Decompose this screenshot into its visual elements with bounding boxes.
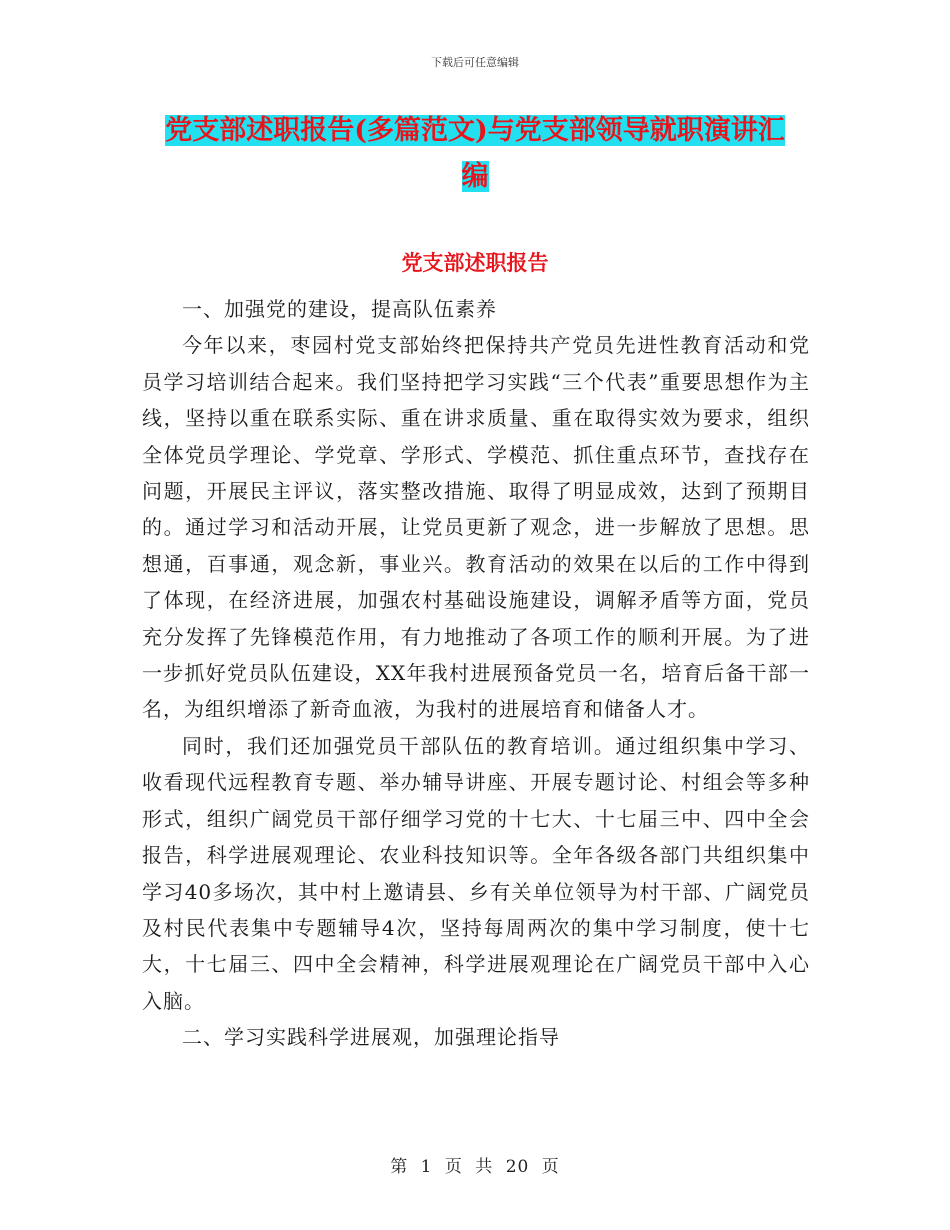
document-title <box>140 108 810 200</box>
paragraph: 今年以来，枣园村党支部始终把保持共产党员先进性教育活动和党员学习培训结合起来。我们坚持把学习实践“三个代表”重要思想作为主线，坚持以重在联系实际、重在讲求质量、重在取得实效为要求，组织全体党员学理论、学党章、学形式、学模范、抓住重点环节，查找存在问题，开展民主评议，落实整改措施、取得了明显成效，达到了预期目的。通过学习和活动开展，让党员更新了观念，进一步解放了思想。思想通，百事通，观念新，事业兴。教育活动的效果在以后的工作中得到了体现，在经济进展，加强农村基础设施建设，调解矛盾等方面，党员充分发挥了先锋模范作用，有力地推动了各项工作的顺利开展。为了进一步抓好党员队伍建设，XX年我村进展预备党员一名，培育后备干部一名，为组织增添了新奇血液，为我村的进展培育和储备人才。 <box>142 333 810 722</box>
document-title-line-1: 党支部述职报告(多篇范文)与党支部领导就职演讲汇 <box>165 115 785 146</box>
footer-total-unit: 页 <box>541 1157 560 1177</box>
section-title: 党支部述职报告 <box>401 250 549 275</box>
footer-total-prefix: 共 <box>475 1157 494 1177</box>
footer-page-number: 1 <box>420 1157 433 1177</box>
paragraph: 同时，我们还加强党员干部队伍的教育培训。通过组织集中学习、收看现代远程教育专题、举办辅导讲座、开展专题讨论、村组会等多种形式，组织广阔党员干部仔细学习党的十七大、十七届三中、四中全会报告，科学进展观理论、农业科技知识等。全年各级各部门共组织集中学习40多场次，其中村上邀请县、乡有关单位领导为村干部、广阔党员及村民代表集中专题辅导4次，坚持每周两次的集中学习制度，使十七大，十七届三、四中全会精神，科学进展观理论在广阔党员干部中入心入脑。 <box>142 733 810 1013</box>
page-footer <box>0 1152 950 1177</box>
body-text <box>142 291 810 1056</box>
footer-prefix: 第 <box>390 1157 409 1177</box>
paragraph: 二、学习实践科学进展观，加强理论指导 <box>182 1025 560 1050</box>
footer-page-unit: 页 <box>444 1157 463 1177</box>
header-note: 下载后可任意编辑 <box>431 56 519 69</box>
footer-total-pages: 20 <box>505 1157 530 1177</box>
paragraph: 一、加强党的建设，提高队伍素养 <box>182 297 497 321</box>
document-title-line-2: 编 <box>461 161 489 192</box>
